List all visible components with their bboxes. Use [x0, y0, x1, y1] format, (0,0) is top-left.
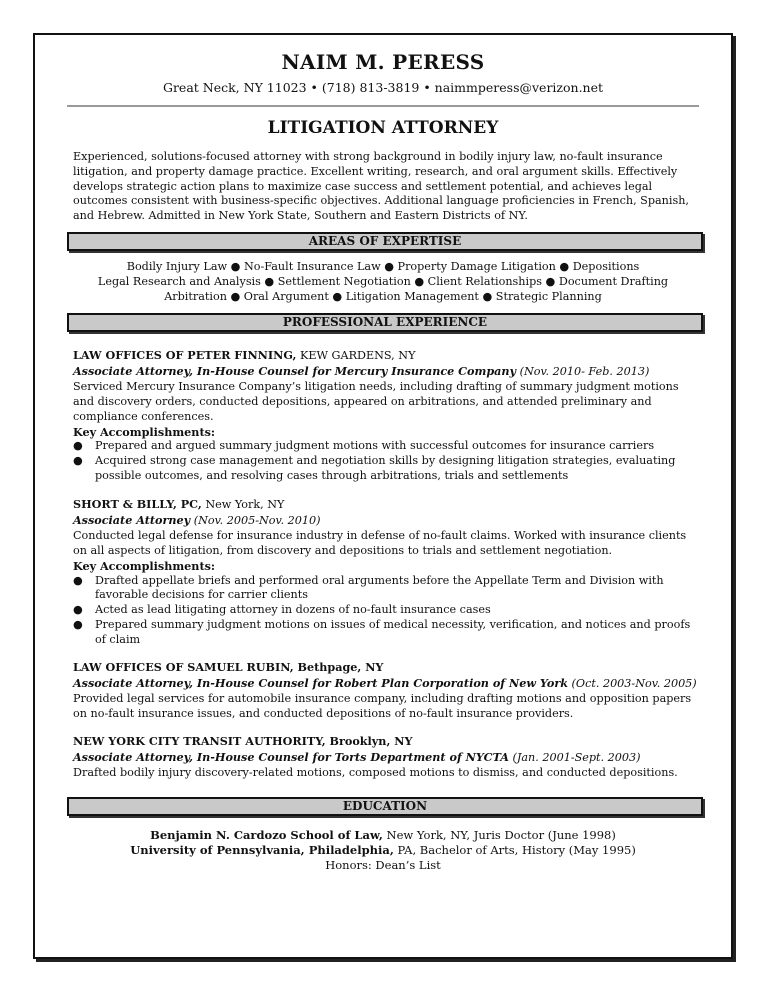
expertise-line: Arbitration ● Oral Argument ● Litigation Management ● Strategic Planning: [164, 290, 602, 303]
job-description: Provided legal services for automobile insurance company, including drafting motions and opposition papers on no-fault insurance issues, and conducted depositions of no-fault insurance providers.: [73, 691, 692, 720]
contact-line: Great Neck, NY 11023 • (718) 813-3819 • naimmperess@verizon.net: [162, 80, 604, 95]
education-honors: Honors: Dean’s List: [325, 858, 441, 872]
job-firm: LAW OFFICES OF PETER FINNING, KEW GARDENS, NY: [73, 348, 416, 362]
job-description: Drafted bodily injury discovery-related motions, composed motions to dismiss, and conducted depositions.: [73, 765, 678, 779]
job-entry: [73, 660, 697, 722]
job-firm: SHORT & BILLY, PC, New York, NY: [73, 497, 285, 511]
bullet-icon: ●: [73, 573, 83, 587]
job-title: LITIGATION ATTORNEY: [267, 118, 499, 138]
job-role: Associate Attorney (Nov. 2005-Nov. 2010): [73, 512, 321, 527]
bullet-icon: ●: [73, 439, 83, 453]
expertise-list: [35, 259, 731, 304]
accomplishments-list: [73, 439, 697, 484]
list-item: ● Acquired strong case management and negotiation skills by designing litigation strategies, evaluating possible outcomes, and resolving cases through arbitrations, trials and settlements: [73, 454, 676, 483]
bullet-icon: ●: [73, 454, 83, 468]
experience-heading: PROFESSIONAL EXPERIENCE: [67, 313, 703, 332]
job-firm: LAW OFFICES OF SAMUEL RUBIN, Bethpage, NY: [73, 660, 384, 674]
accomplishments-label: Key Accomplishments:: [73, 424, 216, 439]
job-entry: [73, 734, 697, 781]
expertise-line: Legal Research and Analysis ● Settlement Negotiation ● Client Relationships ● Document Drafting: [97, 275, 669, 288]
list-item: ● Prepared and argued summary judgment motions with successful outcomes for insurance carriers: [73, 439, 655, 453]
job-firm: NEW YORK CITY TRANSIT AUTHORITY, Brooklyn, NY: [73, 734, 413, 748]
expertise-heading: AREAS OF EXPERTISE: [67, 232, 703, 251]
education-heading: EDUCATION: [67, 797, 703, 816]
list-item: ● Prepared summary judgment motions on issues of medical necessity, verification, and notices and proofs of claim: [73, 618, 691, 647]
accomplishments-label: Key Accomplishments:: [73, 558, 216, 573]
job-role: Associate Attorney, In-House Counsel for Robert Plan Corporation of New York (Oct. 2003-Nov. 2005): [73, 675, 697, 690]
list-item: ● Drafted appellate briefs and performed oral arguments before the Appellate Term and Division with favorable decisions for carrier clients: [73, 573, 664, 602]
resume-page: [33, 33, 733, 959]
job-entry: [73, 348, 697, 484]
candidate-name: NAIM M. PERESS: [281, 50, 485, 74]
bullet-icon: ●: [73, 618, 83, 632]
summary-paragraph: Experienced, solutions-focused attorney with strong background in bodily injury law, no-fault insurance litigation, and property damage practice. Excellent writing, research, and oral argument skills. Effectively develops strategic action plans to maximize case success and settlement potential, and achieves legal outcomes consistent with business-specific objectives. Additional language proficiencies in French, Spanish, and Hebrew. Admitted in New York State, Southern and Eastern Districts of NY.: [73, 150, 689, 223]
list-item: ● Acted as lead litigating attorney in dozens of no-fault insurance cases: [73, 603, 491, 617]
education-item: University of Pennsylvania, Philadelphia, PA, Bachelor of Arts, History (May 1995): [130, 843, 636, 857]
job-description: Serviced Mercury Insurance Company’s litigation needs, including drafting of summary judgment motions and discovery orders, conducted depositions, appeared on arbitrations, and attended preliminary and compliance conferences.: [73, 379, 679, 423]
header-divider: [67, 105, 699, 107]
accomplishments-list: [73, 574, 697, 649]
job-role: Associate Attorney, In-House Counsel for Torts Department of NYCTA (Jan. 2001-Sept. 2003): [73, 749, 641, 764]
job-entry: [73, 497, 697, 648]
job-role: Associate Attorney, In-House Counsel for Mercury Insurance Company (Nov. 2010- Feb. 2013): [73, 363, 650, 378]
bullet-icon: ●: [73, 603, 83, 617]
education-list: [35, 828, 731, 873]
expertise-line: Bodily Injury Law ● No-Fault Insurance Law ● Property Damage Litigation ● Depositions: [126, 260, 640, 273]
education-item: Benjamin N. Cardozo School of Law, New York, NY, Juris Doctor (June 1998): [150, 828, 616, 842]
job-description: Conducted legal defense for insurance industry in defense of no-fault claims. Worked with insurance clients on all aspects of litigation, from discovery and depositions to trials and settlement negotiation.: [73, 528, 687, 557]
